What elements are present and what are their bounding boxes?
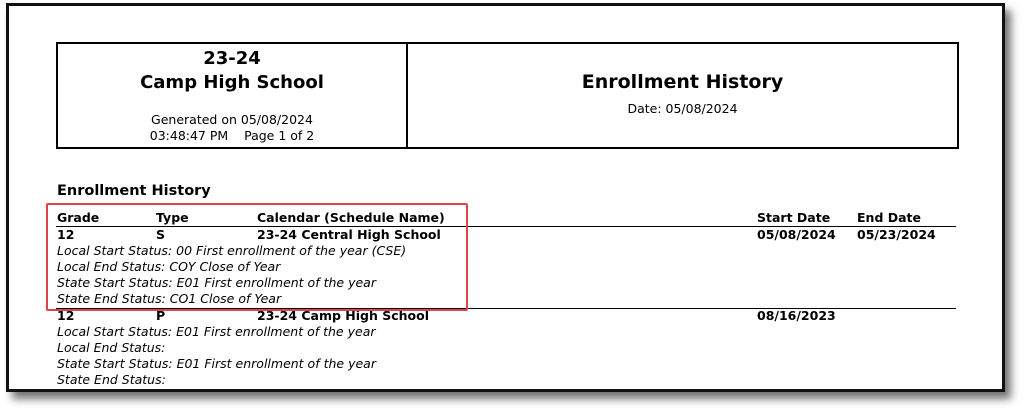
column-header-type: Type xyxy=(156,210,189,225)
school-name: Camp High School xyxy=(140,72,324,93)
generated-time-page xyxy=(58,128,406,143)
row-grade: 12 xyxy=(57,227,75,242)
state-end-status: State End Status: xyxy=(57,372,166,387)
row-end-date: 05/23/2024 xyxy=(857,227,936,242)
section-title: Enrollment History xyxy=(57,183,211,199)
generated-time: 03:48:47 PM xyxy=(149,128,229,143)
report-frame xyxy=(6,3,1005,392)
callout-highlight-box xyxy=(46,203,468,311)
column-header-start-date: Start Date xyxy=(757,210,831,225)
row-start-date: 08/16/2023 xyxy=(757,308,836,323)
row-type: S xyxy=(156,227,166,242)
report-title-block xyxy=(408,44,957,147)
row-start-date: 05/08/2024 xyxy=(757,227,836,242)
report-title: Enrollment History xyxy=(581,71,784,93)
page-info: Page 1 of 2 xyxy=(244,128,315,143)
school-info xyxy=(58,44,408,147)
state-start-status: State Start Status: E01 First enrollment of the year xyxy=(57,275,376,290)
report-header xyxy=(56,42,959,149)
local-start-status: Local Start Status: E01 First enrollment of the year xyxy=(57,324,376,339)
column-header-calendar: Calendar (Schedule Name) xyxy=(257,210,445,225)
row-calendar: 23-24 Central High School xyxy=(257,227,441,242)
local-end-status: Local End Status: xyxy=(57,340,166,355)
column-header-end-date: End Date xyxy=(857,210,922,225)
row-grade: 12 xyxy=(57,308,75,323)
state-start-status: State Start Status: E01 First enrollment of the year xyxy=(57,356,376,371)
row-type: P xyxy=(156,308,166,323)
column-header-grade: Grade xyxy=(57,210,100,225)
generated-date: Generated on 05/08/2024 xyxy=(151,112,313,127)
local-start-status: Local Start Status: 00 First enrollment of the year (CSE) xyxy=(57,243,407,258)
row-calendar: 23-24 Camp High School xyxy=(257,308,429,323)
school-year: 23-24 xyxy=(203,48,261,69)
state-end-status: State End Status: CO1 Close of Year xyxy=(57,291,282,306)
local-end-status: Local End Status: COY Close of Year xyxy=(57,259,281,274)
report-date: Date: 05/08/2024 xyxy=(627,101,738,116)
